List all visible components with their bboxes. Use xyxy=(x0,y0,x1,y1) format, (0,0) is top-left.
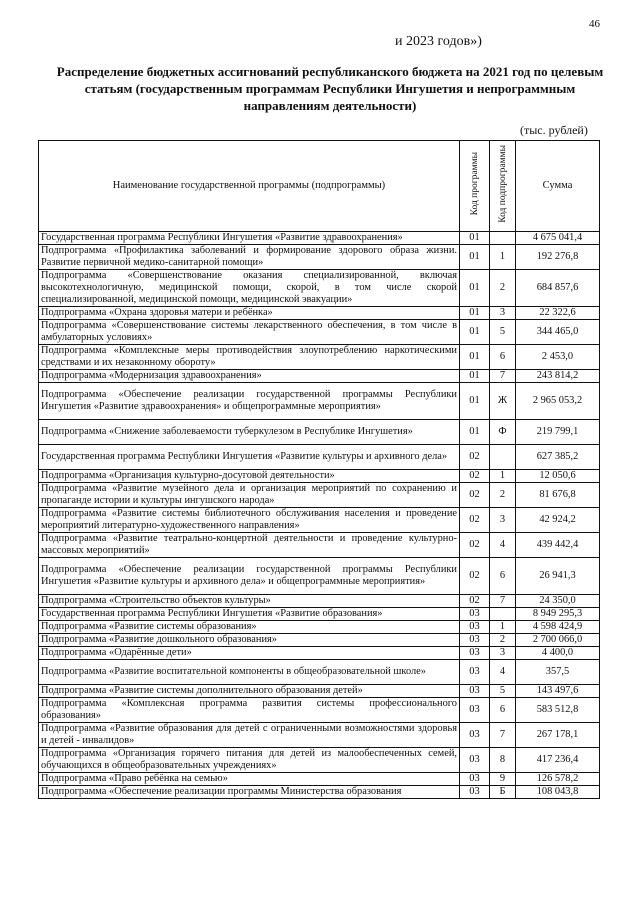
row-subprogram-code-cell: 4 xyxy=(490,533,516,558)
row-name-cell: Подпрограмма «Обеспечение реализации программы Министерства образования xyxy=(39,786,460,799)
row-subprogram-code-cell xyxy=(490,445,516,470)
row-program-code-cell: 02 xyxy=(460,508,490,533)
subprogram-code-label: Код подпрограммы xyxy=(497,145,508,223)
row-name-cell: Подпрограмма «Комплексная программа развития системы профессионального образования» xyxy=(39,698,460,723)
table-row xyxy=(39,558,600,595)
row-program-code-cell: 03 xyxy=(460,698,490,723)
row-subprogram-code-cell: 1 xyxy=(490,470,516,483)
row-sum-cell: 126 578,2 xyxy=(516,773,600,786)
row-subprogram-code-cell xyxy=(490,608,516,621)
row-subprogram-code-cell: 5 xyxy=(490,320,516,345)
row-name-cell: Государственная программа Республики Ингушетия «Развитие образования» xyxy=(39,608,460,621)
row-sum-cell: 267 178,1 xyxy=(516,723,600,748)
row-name-cell: Подпрограмма «Развитие системы библиотечного обслуживания населения и проведение мероприятий литературно-художественного направления» xyxy=(39,508,460,533)
row-sum-cell: 417 236,4 xyxy=(516,748,600,773)
page-number: 46 xyxy=(589,18,600,30)
table-row xyxy=(39,445,600,470)
row-program-code-cell: 03 xyxy=(460,660,490,685)
row-program-code-cell: 03 xyxy=(460,647,490,660)
row-subprogram-code-cell: Ф xyxy=(490,420,516,445)
row-name-cell: Подпрограмма «Модернизация здравоохранения» xyxy=(39,370,460,383)
table-body xyxy=(39,232,600,799)
row-name-cell: Подпрограмма «Развитие музейного дела и организация мероприятий по сохранению и пропаганде истории и культуры ингушского народа» xyxy=(39,483,460,508)
row-subprogram-code-cell: 2 xyxy=(490,634,516,647)
row-sum-cell: 583 512,8 xyxy=(516,698,600,723)
row-subprogram-code-cell: 7 xyxy=(490,595,516,608)
table-row xyxy=(39,370,600,383)
row-name-cell: Подпрограмма «Строительство объектов культуры» xyxy=(39,595,460,608)
table-row xyxy=(39,470,600,483)
table-row xyxy=(39,660,600,685)
table-row xyxy=(39,773,600,786)
row-subprogram-code-cell xyxy=(490,232,516,245)
row-sum-cell: 22 322,6 xyxy=(516,307,600,320)
budget-table xyxy=(38,140,600,799)
row-subprogram-code-cell: 2 xyxy=(490,483,516,508)
row-name-cell: Подпрограмма «Развитие образования для детей с ограниченными возможностями здоровья и детей - инвалидов» xyxy=(39,723,460,748)
table-row xyxy=(39,595,600,608)
row-subprogram-code-cell: 7 xyxy=(490,370,516,383)
row-subprogram-code-cell: 9 xyxy=(490,773,516,786)
row-program-code-cell: 03 xyxy=(460,723,490,748)
row-program-code-cell: 02 xyxy=(460,558,490,595)
row-sum-cell: 4 598 424,9 xyxy=(516,621,600,634)
row-program-code-cell: 03 xyxy=(460,773,490,786)
row-name-cell: Подпрограмма «Комплексные меры противодействия злоупотреблению наркотическими средствами и их незаконному обороту» xyxy=(39,345,460,370)
unit-note: (тыс. рублей) xyxy=(520,123,588,137)
row-subprogram-code-cell: 6 xyxy=(490,345,516,370)
row-name-cell: Подпрограмма «Развитие системы образования» xyxy=(39,621,460,634)
row-program-code-cell: 03 xyxy=(460,748,490,773)
row-sum-cell: 2 965 053,2 xyxy=(516,383,600,420)
row-sum-cell: 4 400,0 xyxy=(516,647,600,660)
row-sum-cell: 12 050,6 xyxy=(516,470,600,483)
row-subprogram-code-cell: 1 xyxy=(490,245,516,270)
row-name-cell: Подпрограмма «Развитие системы дополнительного образования детей» xyxy=(39,685,460,698)
row-program-code-cell: 03 xyxy=(460,621,490,634)
row-sum-cell: 439 442,4 xyxy=(516,533,600,558)
row-name-cell: Подпрограмма «Право ребёнка на семью» xyxy=(39,773,460,786)
column-header-name: Наименование государственной программы (подпрограммы) xyxy=(39,141,460,232)
row-program-code-cell: 03 xyxy=(460,685,490,698)
table-row xyxy=(39,786,600,799)
row-subprogram-code-cell: 3 xyxy=(490,307,516,320)
row-program-code-cell: 02 xyxy=(460,533,490,558)
row-subprogram-code-cell: Ж xyxy=(490,383,516,420)
table-row xyxy=(39,685,600,698)
table-row xyxy=(39,383,600,420)
table-row xyxy=(39,307,600,320)
table-row xyxy=(39,698,600,723)
row-name-cell: Подпрограмма «Организация культурно-досуговой деятельности» xyxy=(39,470,460,483)
row-subprogram-code-cell: 3 xyxy=(490,647,516,660)
table-row xyxy=(39,320,600,345)
table-row xyxy=(39,608,600,621)
table-row xyxy=(39,748,600,773)
row-name-cell: Подпрограмма «Обеспечение реализации государственной программы Республики Ингушетия «Развитие здравоохранения» и общепрограммные мероприятия» xyxy=(39,383,460,420)
row-sum-cell: 42 924,2 xyxy=(516,508,600,533)
row-program-code-cell: 01 xyxy=(460,307,490,320)
row-name-cell: Подпрограмма «Снижение заболеваемости туберкулезом в Республике Ингушетия» xyxy=(39,420,460,445)
row-subprogram-code-cell: 8 xyxy=(490,748,516,773)
row-program-code-cell: 01 xyxy=(460,383,490,420)
table-row xyxy=(39,621,600,634)
row-program-code-cell: 03 xyxy=(460,608,490,621)
row-subprogram-code-cell: 6 xyxy=(490,558,516,595)
continuation-text: и 2023 годов») xyxy=(395,34,482,49)
row-sum-cell: 81 676,8 xyxy=(516,483,600,508)
row-program-code-cell: 01 xyxy=(460,270,490,307)
table-row xyxy=(39,508,600,533)
row-program-code-cell: 01 xyxy=(460,345,490,370)
row-subprogram-code-cell: Б xyxy=(490,786,516,799)
row-program-code-cell: 02 xyxy=(460,445,490,470)
row-program-code-cell: 01 xyxy=(460,420,490,445)
row-name-cell: Подпрограмма «Развитие театрально-концертной деятельности и проведение культурно-массовых мероприятий» xyxy=(39,533,460,558)
row-subprogram-code-cell: 2 xyxy=(490,270,516,307)
document-title: Распределение бюджетных ассигнований республиканского бюджета на 2021 год по целевым статьям (государственным программам Республики Ингушетия и непрограммным направлениям деятельности) xyxy=(56,64,604,113)
table-row xyxy=(39,420,600,445)
row-program-code-cell: 01 xyxy=(460,320,490,345)
row-program-code-cell: 03 xyxy=(460,786,490,799)
column-header-sum: Сумма xyxy=(516,141,600,232)
row-subprogram-code-cell: 7 xyxy=(490,723,516,748)
row-name-cell: Подпрограмма «Развитие воспитательной компоненты в общеобразовательной школе» xyxy=(39,660,460,685)
row-name-cell: Подпрограмма «Совершенствование оказания специализированной, включая высокотехнологичную, медицинской помощи, скорой, в том числе скорой специализированной, медицинской помощи, медицинской эвакуации» xyxy=(39,270,460,307)
row-name-cell: Подпрограмма «Профилактика заболеваний и формирование здорового образа жизни. Развитие первичной медико-санитарной помощи» xyxy=(39,245,460,270)
row-name-cell: Государственная программа Республики Ингушетия «Развитие культуры и архивного дела» xyxy=(39,445,460,470)
table-row xyxy=(39,483,600,508)
row-subprogram-code-cell: 5 xyxy=(490,685,516,698)
table-row xyxy=(39,634,600,647)
row-sum-cell: 24 350,0 xyxy=(516,595,600,608)
table-row xyxy=(39,533,600,558)
row-subprogram-code-cell: 3 xyxy=(490,508,516,533)
row-name-cell: Подпрограмма «Охрана здоровья матери и ребёнка» xyxy=(39,307,460,320)
row-program-code-cell: 01 xyxy=(460,370,490,383)
table-row xyxy=(39,647,600,660)
row-sum-cell: 684 857,6 xyxy=(516,270,600,307)
row-program-code-cell: 01 xyxy=(460,245,490,270)
row-sum-cell: 344 465,0 xyxy=(516,320,600,345)
table-row xyxy=(39,245,600,270)
row-program-code-cell: 03 xyxy=(460,634,490,647)
table-row xyxy=(39,723,600,748)
row-sum-cell: 108 043,8 xyxy=(516,786,600,799)
row-sum-cell: 2 700 066,0 xyxy=(516,634,600,647)
row-subprogram-code-cell: 6 xyxy=(490,698,516,723)
row-sum-cell: 243 814,2 xyxy=(516,370,600,383)
column-header-subprogram-code xyxy=(490,141,516,232)
row-sum-cell: 4 675 041,4 xyxy=(516,232,600,245)
row-sum-cell: 26 941,3 xyxy=(516,558,600,595)
row-name-cell: Подпрограмма «Совершенствование системы лекарственного обеспечения, в том числе в амбулаторных условиях» xyxy=(39,320,460,345)
row-sum-cell: 219 799,1 xyxy=(516,420,600,445)
row-name-cell: Подпрограмма «Развитие дошкольного образования» xyxy=(39,634,460,647)
row-sum-cell: 143 497,6 xyxy=(516,685,600,698)
row-program-code-cell: 01 xyxy=(460,232,490,245)
row-name-cell: Подпрограмма «Организация горячего питания для детей из малообеспеченных семей, обучающихся в общеобразовательных учреждениях» xyxy=(39,748,460,773)
row-name-cell: Государственная программа Республики Ингушетия «Развитие здравоохранения» xyxy=(39,232,460,245)
row-name-cell: Подпрограмма «Обеспечение реализации государственной программы Республики Ингушетия «Развитие культуры и архивного дела» и общепрограммные мероприятия» xyxy=(39,558,460,595)
row-sum-cell: 192 276,8 xyxy=(516,245,600,270)
row-subprogram-code-cell: 1 xyxy=(490,621,516,634)
row-program-code-cell: 02 xyxy=(460,470,490,483)
row-program-code-cell: 02 xyxy=(460,483,490,508)
table-header-row xyxy=(39,141,600,232)
program-code-label: Код программы xyxy=(469,152,480,216)
table-row xyxy=(39,345,600,370)
table-row xyxy=(39,232,600,245)
table-row xyxy=(39,270,600,307)
row-name-cell: Подпрограмма «Одарённые дети» xyxy=(39,647,460,660)
row-sum-cell: 8 949 295,3 xyxy=(516,608,600,621)
row-sum-cell: 627 385,2 xyxy=(516,445,600,470)
row-sum-cell: 2 453,0 xyxy=(516,345,600,370)
column-header-program-code xyxy=(460,141,490,232)
row-subprogram-code-cell: 4 xyxy=(490,660,516,685)
row-sum-cell: 357,5 xyxy=(516,660,600,685)
row-program-code-cell: 02 xyxy=(460,595,490,608)
